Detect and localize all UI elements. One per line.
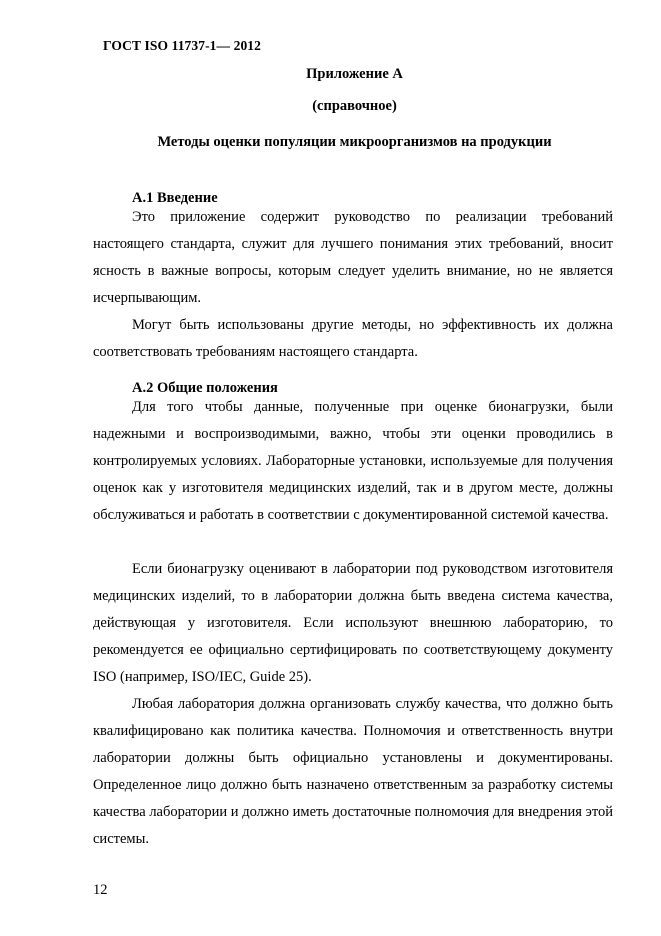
paragraph: Если бионагрузку оценивают в лаборатории под руководством изготовителя медицинских изделий, то в лаборатории должна быть введена система качества, действующая у изготовителя. Если используют внешнюю лабораторию, то рекомендуется ее официально сертифицировать по соответствующему документу ISO (например, ISO/IEC, Guide 25). <box>93 561 613 685</box>
paragraph: Могут быть использованы другие методы, но эффективность их должна соответствовать требованиям настоящего стандарта. <box>93 317 613 360</box>
paragraph: Это приложение содержит руководство по реализации требований настоящего стандарта, служит для лучшего понимания этих требований, вносит ясность в важные вопросы, которым следует уделить внимание, но не является исчерпывающим. <box>93 209 613 306</box>
appendix-heading: Методы оценки популяции микроорганизмов на продукции <box>157 134 552 150</box>
section-heading-introduction: А.1 Введение <box>132 190 218 206</box>
paragraph: Любая лаборатория должна организовать службу качества, что должно быть квалифицировано как политика качества. Полномочия и ответственность внутри лаборатории должны быть официально установлены и документированы. Определенное лицо должно быть назначено ответственным за разработку системы качества лаборатории и должно иметь достаточные полномочия для внедрения этой системы. <box>93 696 613 847</box>
appendix-kind: (справочное) <box>312 98 397 114</box>
paragraph: Для того чтобы данные, полученные при оценке бионагрузки, были надежными и воспроизводимыми, важно, чтобы эти оценки проводились в контролируемых условиях. Лабораторные установки, используемые для получения оценок как у изготовителя медицинских изделий, так и в другом месте, должны обслуживаться и работать в соответствии с документированной системой качества. <box>93 399 613 523</box>
page-number: 12 <box>93 882 108 898</box>
section-heading-general: А.2 Общие положения <box>132 380 278 396</box>
appendix-title: Приложение А <box>306 66 403 82</box>
standard-header: ГОСТ ISO 11737-1— 2012 <box>103 38 262 53</box>
